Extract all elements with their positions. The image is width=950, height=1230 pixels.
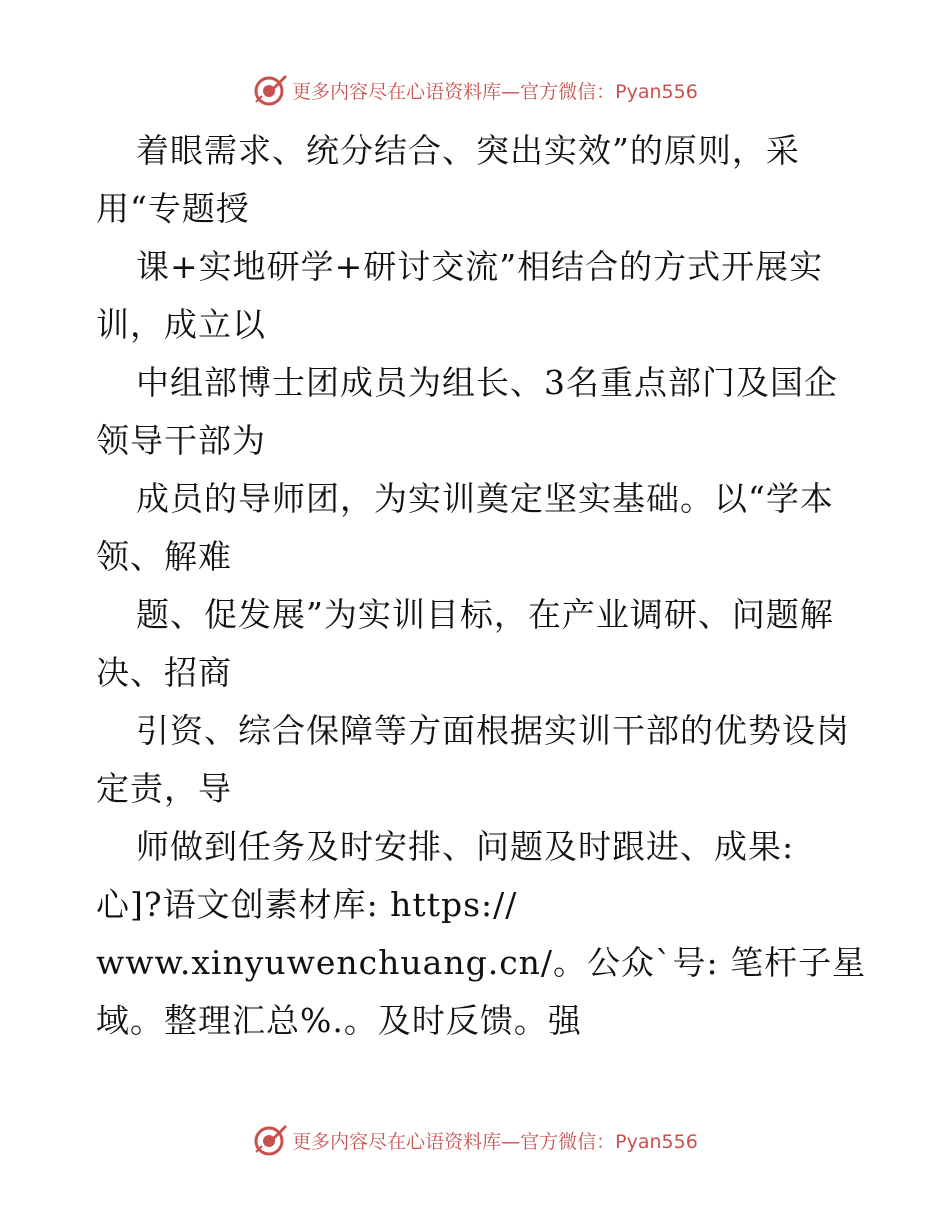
header-watermark-banner [0, 70, 950, 110]
footer-watermark-text: 更多内容尽在心语资料库—官方微信：Pyan556 [292, 1130, 698, 1153]
body-line: 引资、综合保障等方面根据实训干部的优势设岗 [136, 711, 850, 750]
body-line: 定责，导 [96, 769, 232, 808]
body-line: www.xinyuwenchuang.cn/。公众`号: 笔杆子星 [96, 943, 867, 982]
document-body [96, 122, 886, 1050]
footer-watermark-banner [0, 1120, 950, 1160]
header-watermark-text: 更多内容尽在心语资料库—官方微信：Pyan556 [292, 80, 698, 103]
body-line: 着眼需求、统分结合、突出实效”的原则，采 [136, 131, 800, 170]
body-line: 训，成立以 [96, 305, 266, 344]
body-line: 课+实地研学+研讨交流”相结合的方式开展实 [136, 247, 824, 286]
body-line: 域。整理汇总%.。及时反馈。强 [96, 1001, 582, 1040]
body-line: 决、招商 [96, 653, 232, 692]
body-line: 领导干部为 [96, 421, 266, 460]
body-line: 成员的导师团，为实训奠定坚实基础。以“学本 [136, 479, 834, 518]
body-line: 用“专题授 [96, 189, 250, 228]
body-line: 中组部博士团成员为组长、3名重点部门及国企 [136, 363, 838, 402]
body-line: 题、促发展”为实训目标，在产业调研、问题解 [136, 595, 834, 634]
pen-nib-seal-icon [252, 1122, 288, 1158]
pen-nib-seal-icon [252, 72, 288, 108]
body-line: 领、解难 [96, 537, 232, 576]
body-line: 师做到任务及时安排、问题及时跟进、成果: [136, 827, 795, 866]
body-line: 心]?语文创素材库: https:// [96, 885, 518, 924]
